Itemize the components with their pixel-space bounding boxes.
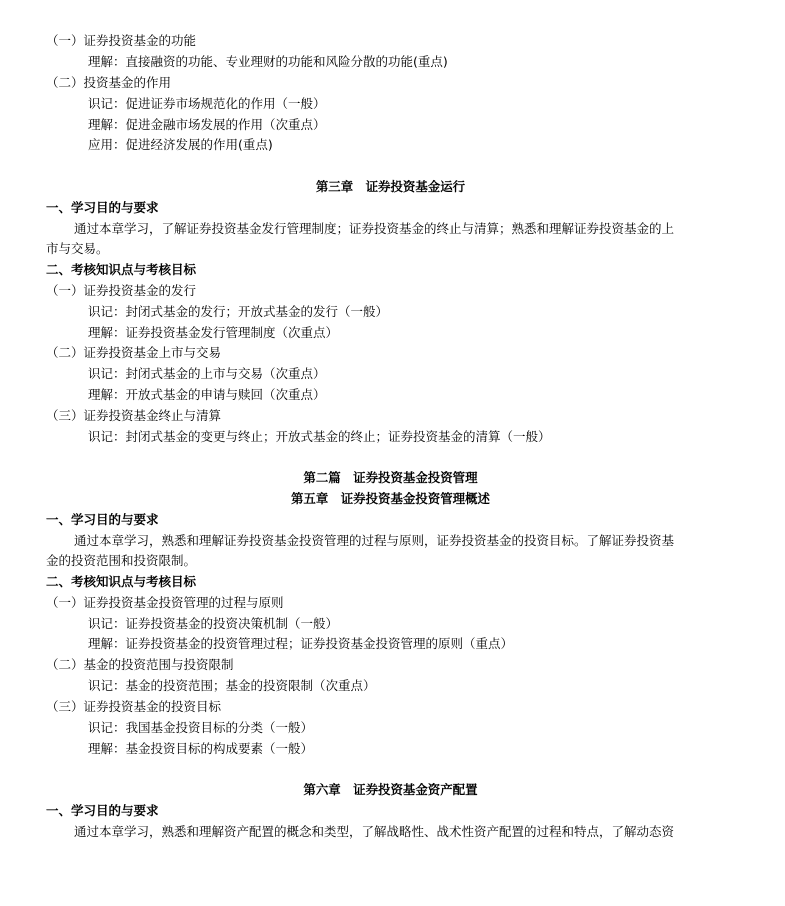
subsection-heading: （三）证券投资基金的投资目标 (46, 699, 222, 714)
requirement-line: 识记：封闭式基金的上市与交易（次重点） (88, 366, 326, 381)
requirement-line: 识记：我国基金投资目标的分类（一般） (88, 720, 314, 735)
subsection-heading: （二）投资基金的作用 (46, 75, 172, 90)
requirement-line: 应用：促进经济发展的作用(重点) (88, 137, 273, 152)
requirement-line: 理解：证券投资基金发行管理制度（次重点） (88, 325, 339, 340)
subsection-heading: （二）基金的投资范围与投资限制 (46, 657, 234, 672)
paragraph-text: 通过本章学习，了解证券投资基金发行管理制度；证券投资基金的终止与清算；熟悉和理解证券投资基金的上 (74, 221, 675, 236)
chapter-title: 第五章 证券投资基金投资管理概述 (290, 491, 490, 506)
subsection-heading: （一）证券投资基金的功能 (46, 33, 197, 48)
requirement-line: 理解：证券投资基金的投资管理过程；证券投资基金投资管理的原则（重点） (88, 636, 514, 651)
requirement-line: 理解：促进金融市场发展的作用（次重点） (88, 117, 326, 132)
chapter-title: 第六章 证券投资基金资产配置 (303, 782, 478, 797)
requirement-line: 识记：基金的投资范围；基金的投资限制（次重点） (88, 678, 376, 693)
requirement-line: 识记：证券投资基金的投资决策机制（一般） (88, 616, 339, 631)
section-heading: 一、学习目的与要求 (46, 200, 159, 215)
section-heading: 二、考核知识点与考核目标 (46, 574, 197, 589)
requirement-line: 理解：开放式基金的申请与赎回（次重点） (88, 387, 326, 402)
requirement-line: 识记：促进证券市场规范化的作用（一般） (88, 96, 326, 111)
part-title: 第二篇 证券投资基金投资管理 (303, 470, 478, 485)
paragraph-text: 市与交易。 (46, 241, 109, 256)
subsection-heading: （三）证券投资基金终止与清算 (46, 408, 222, 423)
section-heading: 一、学习目的与要求 (46, 512, 159, 527)
chapter-title: 第三章 证券投资基金运行 (315, 179, 466, 194)
section-heading: 一、学习目的与要求 (46, 803, 159, 818)
paragraph-text: 通过本章学习，熟悉和理解证券投资基金投资管理的过程与原则，证券投资基金的投资目标。了解证券投资基 (74, 533, 675, 548)
requirement-line: 识记：封闭式基金的发行；开放式基金的发行（一般） (88, 304, 389, 319)
subsection-heading: （二）证券投资基金上市与交易 (46, 345, 222, 360)
paragraph-text: 通过本章学习，熟悉和理解资产配置的概念和类型，了解战略性、战术性资产配置的过程和特点，了解动态资 (74, 824, 675, 839)
requirement-line: 理解：直接融资的功能、专业理财的功能和风险分散的功能(重点) (88, 54, 448, 69)
paragraph-text: 金的投资范围和投资限制。 (46, 553, 197, 568)
section-heading: 二、考核知识点与考核目标 (46, 262, 197, 277)
subsection-heading: （一）证券投资基金的发行 (46, 283, 197, 298)
subsection-heading: （一）证券投资基金投资管理的过程与原则 (46, 595, 284, 610)
requirement-line: 识记：封闭式基金的变更与终止；开放式基金的终止；证券投资基金的清算（一般） (88, 429, 551, 444)
requirement-line: 理解：基金投资目标的构成要素（一般） (88, 741, 314, 756)
